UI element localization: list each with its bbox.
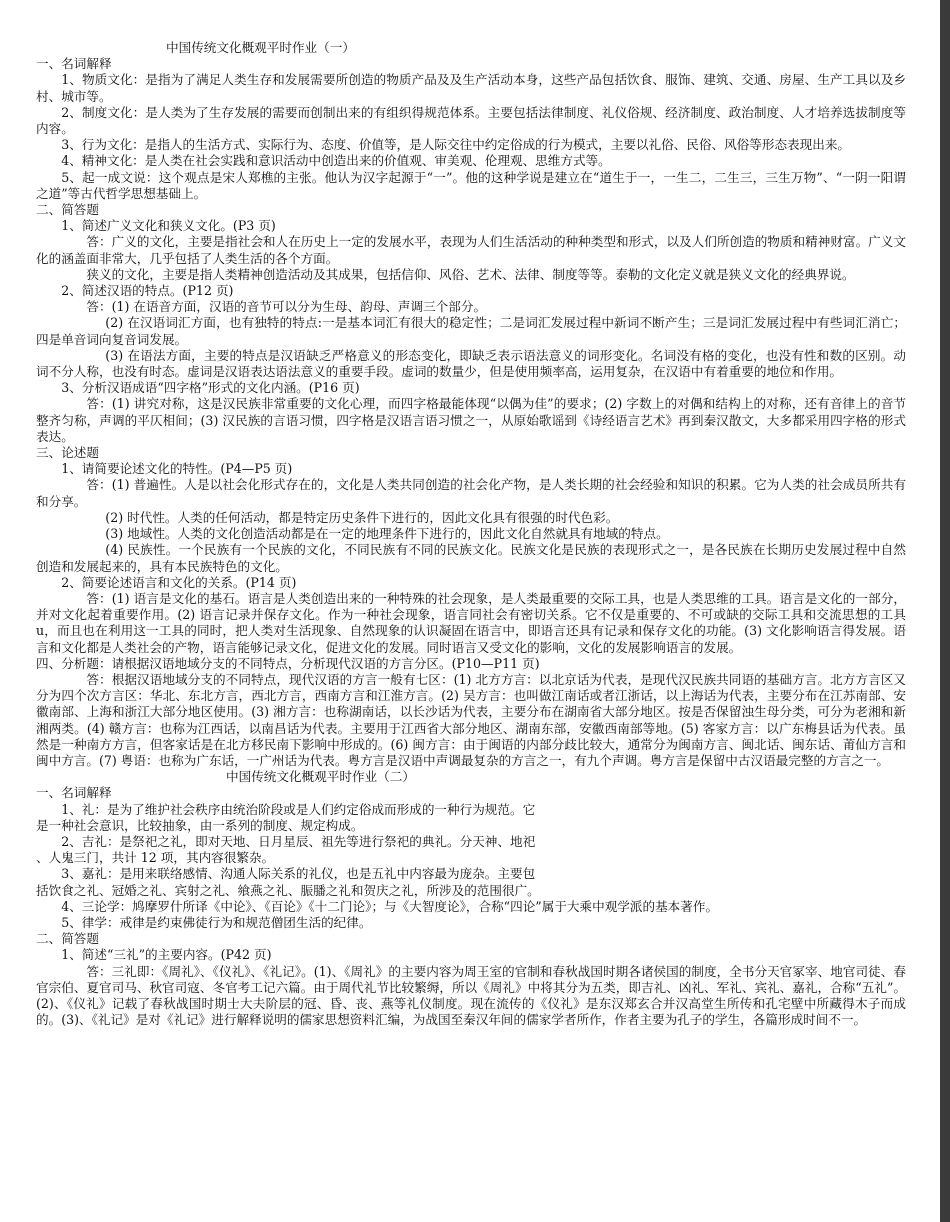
question: 1、简述“三礼”的主要内容。(P42 页) — [61, 947, 272, 963]
paragraph: 2、吉礼：是祭祀之礼，即对天地、日月星辰、祖先等进行祭祀的典礼。分天神、地祀 — [61, 833, 536, 849]
paragraph-continuation: 、人鬼三门，共计 12 项，其内容很繁杂。 — [36, 850, 275, 866]
paragraph: 5、起一成文说：这个观点是宋人郑樵的主张。他认为汉字起源于“一”。他的这种学说是建立在“道生于一，一生二，二生三，三生万物”、“一阴一阳谓之道”等古代哲学思想基础上。 — [36, 169, 906, 201]
section-heading: 四、分析题：请根据汉语地域分支的不同特点，分析现代汉语的方言分区。(P10—P11 页) — [36, 655, 540, 671]
answer: (2) 在汉语词汇方面，也有独特的特点:一是基本词汇有很大的稳定性；二是词汇发展过程中新词不断产生；三是词汇发展过程中有些词汇消亡；四是单音词向复音词发展。 — [36, 315, 906, 347]
answer: (3) 在语法方面，主要的特点是汉语缺乏严格意义的形态变化，即缺乏表示语法意义的词形变化。名词没有格的变化，也没有性和数的区别。动词不分人称，也没有时态。虚词是汉语表达语法意义的重要手段。虚词的数量少，但是使用频率高，运用复杂，在汉语中有着重要的地位和作用。 — [36, 347, 906, 380]
assignment-title-1: 中国传统文化概观平时作业（一） — [166, 40, 355, 55]
paragraph: 1、礼：是为了维护社会秩序由统治阶段或是人们约定俗成而形成的一种行为规范。它 — [61, 801, 536, 817]
answer: 答：(1) 普遍性。人是以社会化形式存在的，文化是人类共同创造的社会化产物，是人类长期的社会经验和知识的积累。它为人类的社会成员所共有和分享。 — [36, 477, 906, 509]
answer: 答：(1) 在语音方面，汉语的音节可以分为生母、韵母、声调三个部分。 — [86, 299, 487, 315]
question: 2、简要论述语言和文化的关系。(P14 页) — [61, 574, 297, 590]
question: 2、简述汉语的特点。(P12 页) — [61, 283, 234, 299]
answer: 答：(1) 语言是文化的基石。语言是人类创造出来的一种特殊的社会现象，是人类最重要的交际工具，也是人类思维的工具。语言是文化的一部分，并对文化起着重要作用。(2) 语言记录并保存文化。作为一种社会现象，语言同社会有密切关系。它不仅是重要的、不可或缺的交际工具和交流思想的工具 u，而且也在利用这一工具的同时，把人类对生活现象、自然现象的认识凝固在语言中，即语言还具有记录和保存文化的功能。(3) 文化影响语言得发展。语言和文化都是人类社会的产物，语言能够记录文化，促进文化的发展。同时语言又受文化的影响，文化的发展影响语言的发展。 — [36, 590, 906, 655]
section-heading: 二、简答题 — [36, 931, 99, 947]
question: 1、简述广义文化和狭义文化。(P3 页) — [61, 218, 276, 234]
answer: 答：(1) 讲究对称，这是汉民族非常重要的文化心理，而四字格最能体现“以偶为佳”的要求；(2) 字数上的对偶和结构上的对称，还有音律上的音节整齐匀称，声调的平仄相间；(3) 汉民族的言语习惯，四字格是汉语言语习惯之一，从原始歌谣到《诗经语言艺术》再到秦汉散文，大多都采用四字格的形式表达。 — [36, 396, 906, 444]
paragraph: 4、精神文化：是人类在社会实践和意识活动中创造出来的价值观、审美观、伦理观、思维方式等。 — [61, 153, 611, 169]
answer: (2) 时代性。人类的任何活动，都是特定历史条件下进行的，因此文化具有很强的时代色彩。 — [105, 509, 619, 525]
scrollbar[interactable] — [940, 0, 950, 1222]
answer: (3) 地域性。人类的文化创造活动都是在一定的地理条件下进行的，因此文化自然就具有地域的特点。 — [105, 526, 669, 542]
answer: 狭义的文化，主要是指人类精神创造活动及其成果，包括信仰、风俗、艺术、法律、制度等等。泰勒的文化定义就是狭义文化的经典界说。 — [86, 266, 855, 282]
paragraph: 5、律学：戒律是约束佛徒行为和规范僧团生活的纪律。 — [61, 914, 372, 930]
section-heading: 二、简答题 — [36, 202, 99, 218]
paragraph: 2、制度文化：是人类为了生存发展的需要而创制出来的有组织得规范体系。主要包括法律制度、礼仪俗规、经济制度、政治制度、人才培养选拔制度等内容。 — [36, 104, 906, 137]
section-heading: 一、名词解释 — [36, 56, 112, 72]
question: 3、分析汉语成语“四字格”形式的文化内涵。(P16 页) — [61, 380, 360, 396]
paragraph: 3、嘉礼：是用来联络感情、沟通人际关系的礼仪，也是五礼中内容最为庞杂。主要包 — [61, 866, 536, 882]
answer: (4) 民族性。一个民族有一个民族的文化，不同民族有不同的民族文化。民族文化是民族的表现形式之一，是各民族在长期历史发展过程中自然创造和发展起来的，具有本民族特色的文化。 — [36, 542, 906, 574]
paragraph: 1、物质文化：是指为了满足人类生存和发展需要所创造的物质产品及及生产活动本身，这些产品包括饮食、服饰、建筑、交通、房屋、生产工具以及乡村、城市等。 — [36, 72, 906, 104]
paragraph: 4、三论学：鸠摩罗什所译《中论》、《百论》《十二门论》；与《大智度论》，合称“四论”属于大乘中观学派的基本著作。 — [61, 898, 719, 914]
section-heading: 一、名词解释 — [36, 785, 112, 801]
answer: 答：广义的文化，主要是指社会和人在历史上一定的发展水平，表现为人们生活活动的种种类型和形式，以及人们所创造的物质和精神财富。广义文化的涵盖面非常大，几乎包括了人类生活的各个方面。 — [36, 234, 906, 266]
paragraph-continuation: 是一种社会意识，比较抽象，由一系列的制度、规定构成。 — [36, 817, 364, 833]
answer: 答：根据汉语地域分支的不同特点，现代汉语的方言一般有七区：(1) 北方方言：以北京话为代表，是现代汉民族共同语的基础方言。北方方言区又分为四个次方言区：华北、东北方言，西北方言，西南方言和江淮方言。(2) 吴方言：也叫做江南话或者江浙话，以上海话为代表，主要分布在江苏南部、安徽南部、上海和浙江大部分地区使用。(3) 湘方言：也称湖南话，以长沙话为代表，主要分布在湖南省大部分地区。按是否保留浊生母分类，可分为老湘和新湘两类。(4) 赣方言：也称为江西话，以南昌话为代表。主要用于江西省大部分地区、湖南东部，安徽西南部等地。(5) 客家方言：以广东梅县话为代表。虽然是一种南方方言，但客家话是在北方移民南下影响中形成的。(6) 闽方言：由于闽语的内部分歧比较大，通常分为闽南方言、闽北话、闽东话、莆仙方言和闽中方言。(7) 粤语：也称为广东话，一广州话为代表。粤方言是汉语中声调最复杂的方言之一，有九个声调。粤方言是保留中古汉语最完整的方言之一。 — [36, 671, 906, 768]
section-heading: 三、论述题 — [36, 445, 99, 461]
assignment-title-2: 中国传统文化概观平时作业（二） — [226, 769, 415, 785]
answer: 答：三礼即：《周礼》、《仪礼》、《礼记》。(1)、《周礼》的主要内容为周王室的官制和春秋战国时期各诸侯国的制度，全书分天官冢宰、地官司徒、春官宗伯、夏官司马、秋官司寇、冬官考工记六篇。由于周代礼节比较繁缛，所以《周礼》中将其分为五类，即吉礼、凶礼、军礼、宾礼、嘉礼，合称“五礼”。(2)、《仪礼》记载了春秋战国时期士大夫阶层的冠、昏、丧、燕等礼仪制度。现在流传的《仪礼》是东汉郑玄合并汉高堂生所传和孔宅壁中所藏得木子而成的。(3)、《礼记》是对《礼记》进行解释说明的儒家思想资料汇编，为战国至秦汉年间的儒家学者所作，作者主要为孔子的学生，各篇形成时间不一。 — [36, 963, 906, 1028]
question: 1、请简要论述文化的特性。(P4—P5 页) — [61, 461, 293, 477]
document-body — [36, 40, 906, 1028]
paragraph-continuation: 括饮食之礼、冠婚之礼、宾射之礼、飨燕之礼、脤膰之礼和贺庆之礼，所涉及的范围很广。 — [36, 882, 540, 898]
paragraph: 3、行为文化：是指人的生活方式、实际行为、态度、价值等，是人际交往中约定俗成的行为模式，主要以礼俗、民俗、风俗等形态表现出来。 — [61, 137, 851, 153]
